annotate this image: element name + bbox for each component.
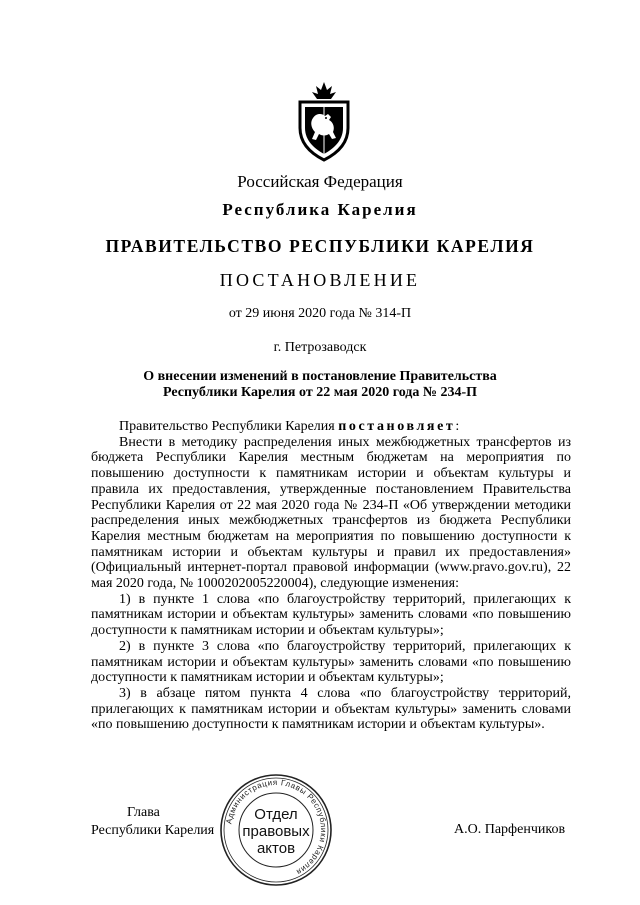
signatory-position-line-1: Глава: [127, 805, 160, 820]
document-title-line-2: Республики Карелия от 22 мая 2020 года № 234-П: [162, 385, 478, 400]
republic-label: Республика Карелия: [222, 200, 418, 219]
amendment-item-1: 1) в пункте 1 слова «по благоустройству территорий, прилегающих к памятникам истории и объектам культуры» заменить словами «по повышению доступности к памятникам истории и объектам культуры»;: [91, 591, 571, 639]
karelia-coat-of-arms-icon: [296, 80, 352, 162]
preamble-text: Правительство Республики Карелия: [119, 419, 339, 434]
government-label: ПРАВИТЕЛЬСТВО РЕСПУБЛИКИ КАРЕЛИЯ: [105, 236, 535, 256]
preamble-paragraph: [91, 419, 571, 435]
document-date-number: от 29 июня 2020 года № 314-П: [228, 306, 412, 321]
stamp-ring-text: Администрация Главы Республики Карелия: [224, 777, 329, 877]
signatory-position-line-2: Республики Карелия: [91, 823, 215, 838]
stamp-line-3: актов: [256, 840, 296, 857]
document-type: ПОСТАНОВЛЕНИЕ: [219, 270, 421, 290]
federation-label: Российская Федерация: [237, 172, 403, 191]
stamp-line-1: Отдел: [254, 806, 298, 823]
document-body: [91, 419, 571, 733]
stamp-center-text: [218, 806, 334, 857]
document-title-line-1: О внесении изменений в постановление Правительства: [143, 369, 497, 384]
main-paragraph: Внести в методику распределения иных межбюджетных трансфертов из бюджета Республики Карелия местным бюджетам на мероприятия по повышению доступности к памятникам истории и объектам культуры и правила их предоставления, утвержденные постановлением Правительства Республики Карелия от 22 мая 2020 года № 234-П «Об утверждении методики распределения иных межбюджетных трансфертов из бюджета Республики Карелия местным бюджетам на мероприятия по повышению доступности к памятникам истории и объектам культуры и правил их предоставления» (Официальный интернет-портал правовой информации (www.pravo.gov.ru), 22 мая 2020 года, № 1000202005220004), следующие изменения:: [91, 434, 571, 592]
document-city: г. Петрозаводск: [273, 340, 367, 355]
signatory-position: [91, 804, 214, 840]
stamp-line-2: правовых: [242, 823, 310, 840]
signatory-name: А.О. Парфенчиков: [454, 822, 566, 837]
document-title: [0, 369, 640, 401]
amendment-item-3: 3) в абзаце пятом пункта 4 слова «по благоустройству территорий, прилегающих к памятникам истории и объектам культуры» заменить словами «по повышению доступности к памятникам истории и объектам культуры».: [91, 685, 571, 733]
amendment-item-2: 2) в пункте 3 слова «по благоустройству территорий, прилегающих к памятникам истории и объектам культуры» заменить словами «по повышению доступности к памятникам истории и объектам культуры»;: [91, 638, 571, 686]
preamble-colon: :: [455, 419, 460, 434]
preamble-decree-word: постановляет: [338, 419, 456, 434]
